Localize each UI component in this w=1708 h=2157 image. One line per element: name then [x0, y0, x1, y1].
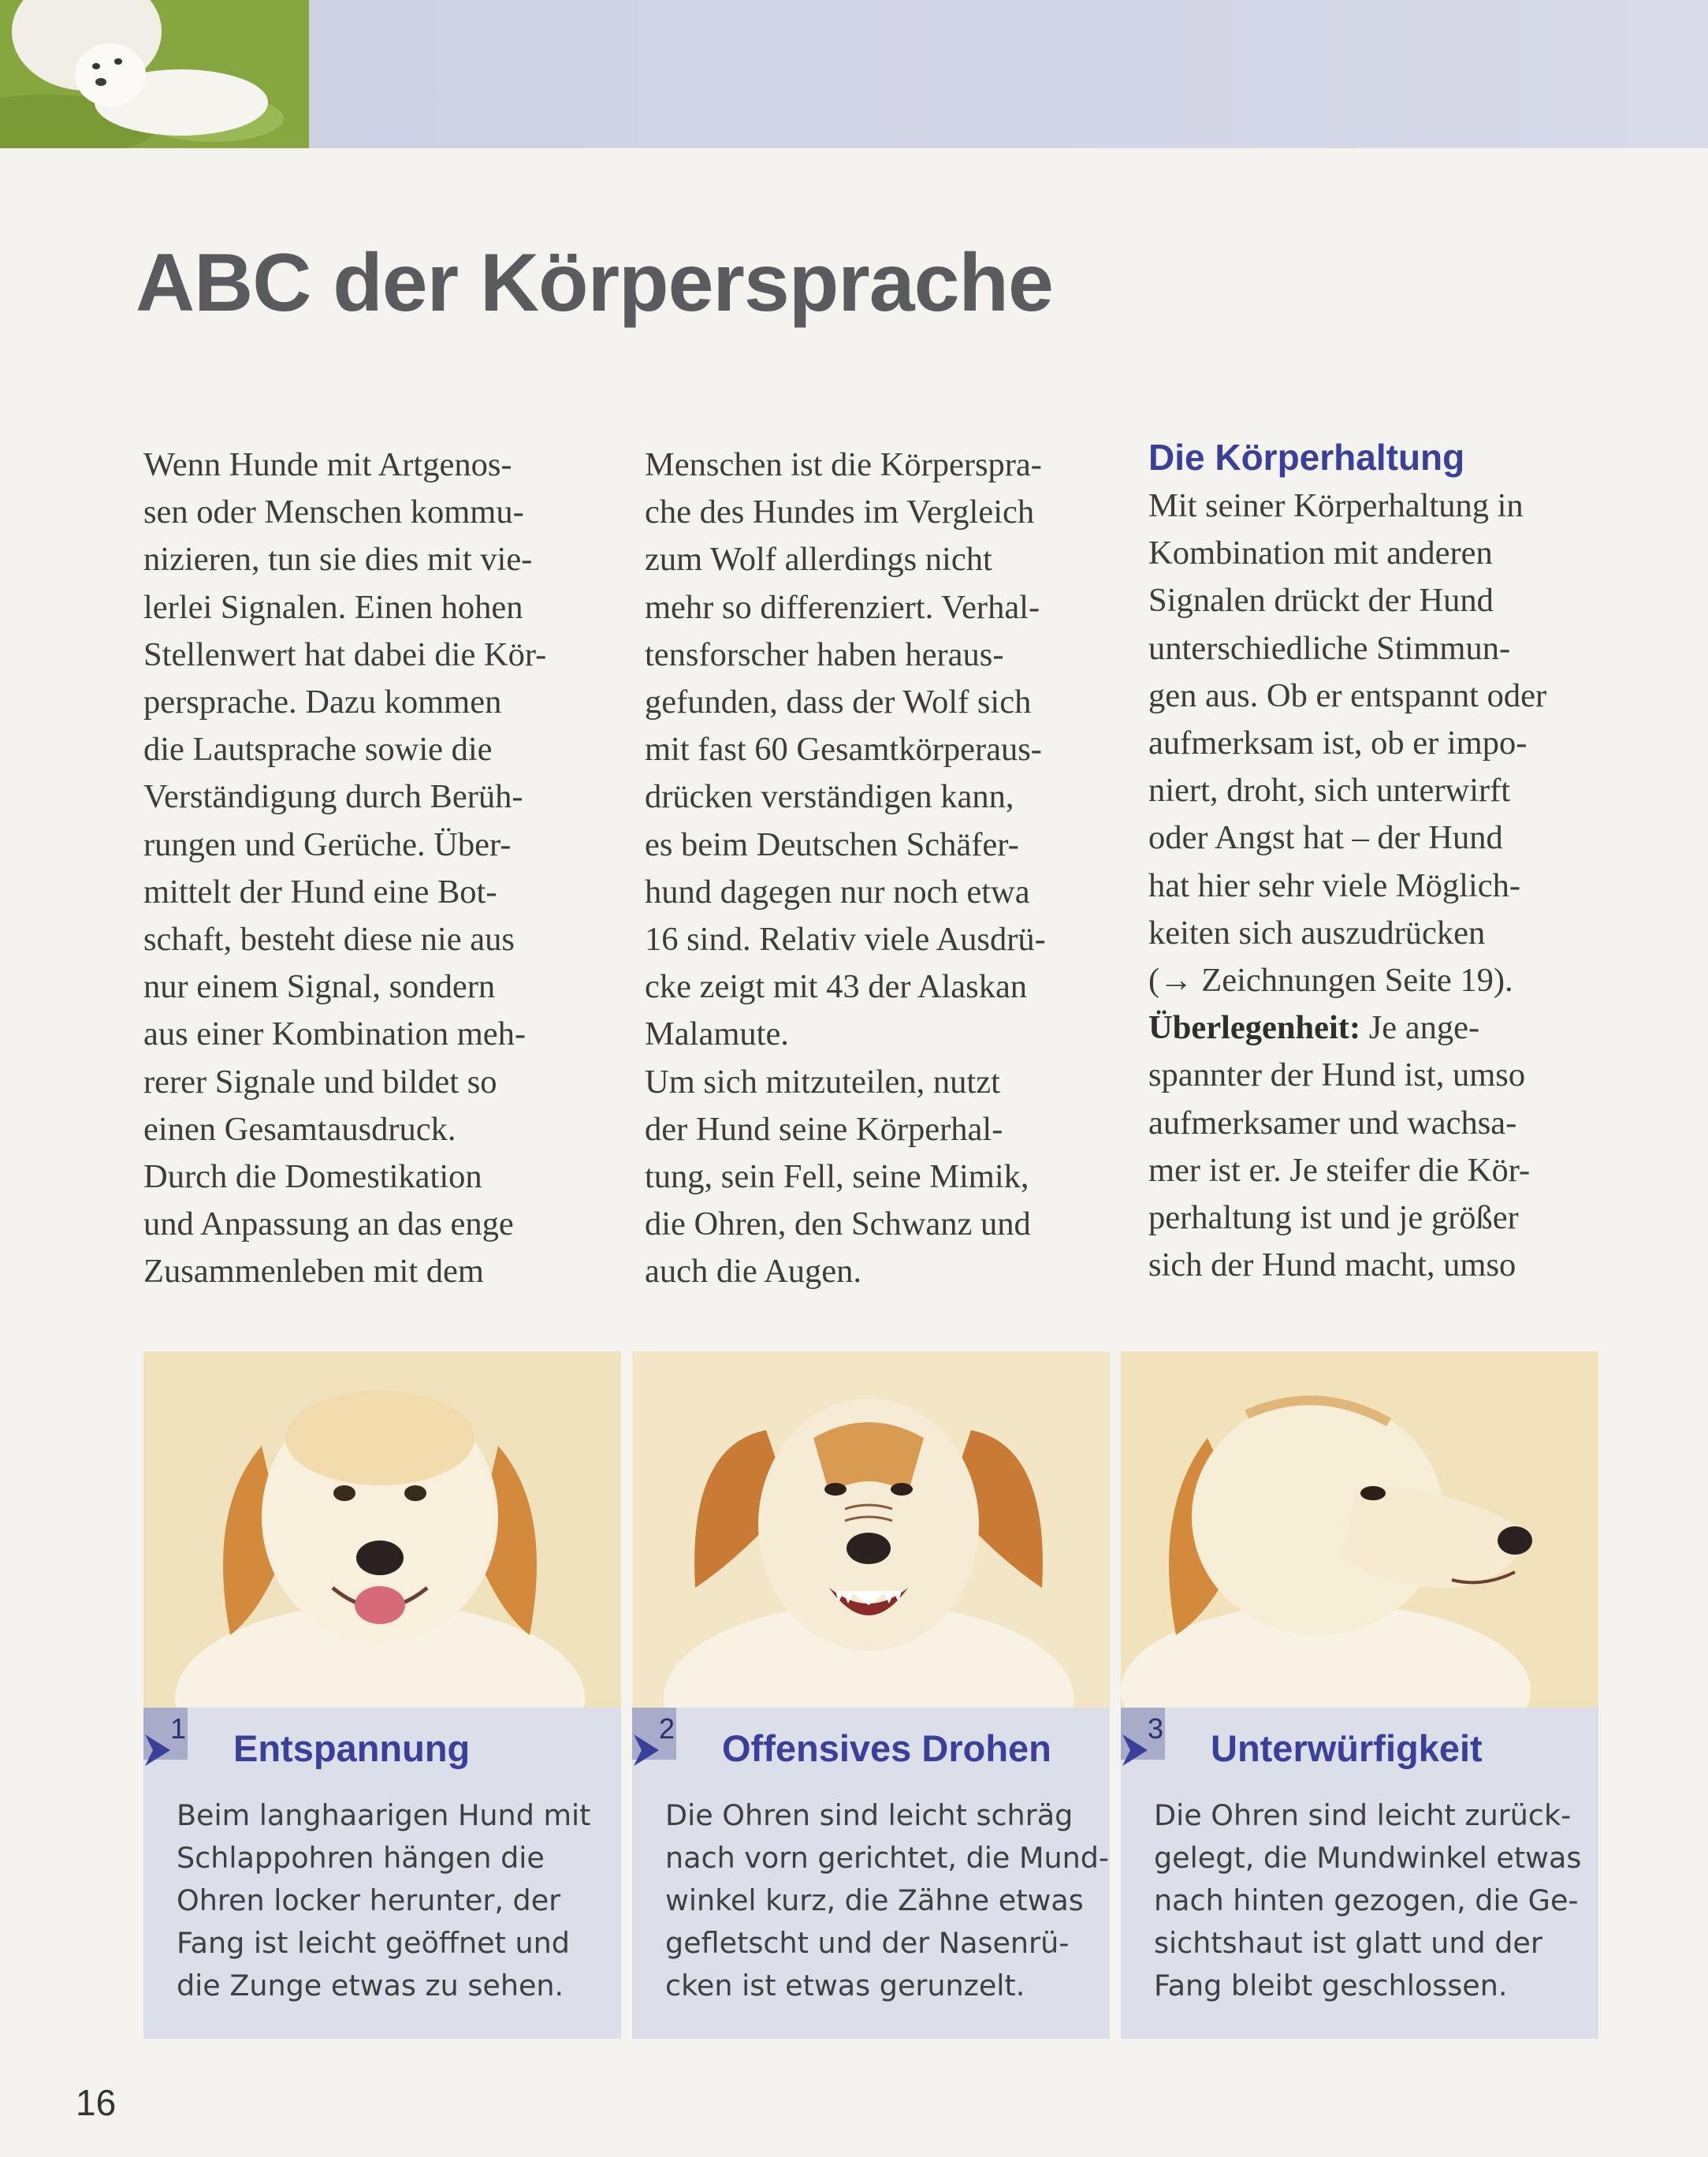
page-number: 16: [76, 2082, 117, 2123]
text-line: Malamute.: [645, 1015, 789, 1053]
text-line: aufmerksamer und wachsa-: [1148, 1104, 1517, 1142]
card-title: Unterwürfigkeit: [1211, 1727, 1483, 1769]
text-line: sichtshaut ist glatt und der: [1154, 1926, 1542, 1960]
card-title: Entspannung: [233, 1727, 471, 1769]
body-column-2: [645, 441, 1118, 1296]
text-line: winkel kurz, die Zähne etwas: [665, 1883, 1084, 1917]
text-line: mittelt der Hund eine Bot-: [143, 873, 497, 911]
dog-photo-illustration: [0, 0, 309, 148]
text-line: Die Ohren sind leicht schräg: [665, 1798, 1074, 1832]
text-line: nach hinten gezogen, die Ge-: [1154, 1883, 1579, 1917]
card-text: [1154, 1794, 1580, 2007]
text-line: nizieren, tun sie dies mit vie-: [143, 541, 533, 579]
text-line: sich der Hund macht, umso: [1148, 1246, 1516, 1284]
text-line: hund dagegen nur noch etwa: [645, 873, 1030, 911]
text-line: der Hund seine Körperhal-: [645, 1110, 1003, 1148]
text-line: perhaltung ist und je größer: [1148, 1199, 1519, 1237]
body-column-3: [1148, 434, 1637, 1289]
text-line: Verständigung durch Berüh-: [143, 778, 523, 816]
text-line: aus einer Kombination meh-: [143, 1015, 527, 1053]
text-line: Fang ist leicht geöffnet und: [177, 1926, 570, 1960]
card-unterwuerfigkeit: [1121, 1351, 1598, 2039]
chevron-right-icon: [143, 1731, 184, 1769]
text-line: es beim Deutschen Schäfer-: [645, 825, 1019, 863]
text-line: einen Gesamtausdruck.: [143, 1110, 456, 1148]
text-line: Zusammenleben mit dem: [143, 1253, 484, 1291]
text-line: che des Hundes im Vergleich: [645, 494, 1035, 531]
text-line: tung, sein Fell, seine Mimik,: [645, 1158, 1029, 1196]
text-line: rerer Signale und bildet so: [143, 1063, 497, 1101]
text-line: Stellenwert hat dabei die Kör-: [143, 635, 547, 673]
page-title: ABC der Körpersprache: [136, 237, 1053, 329]
card-number: 3: [1148, 1712, 1164, 1745]
text-line: cken ist etwas gerunzelt.: [665, 1969, 1025, 2002]
chevron-right-icon: [1121, 1731, 1162, 1769]
text-fragment: Je ange-: [1360, 1009, 1480, 1047]
text-line: und Anpassung an das enge: [143, 1205, 514, 1243]
body-column-1: [143, 441, 616, 1296]
caption-box: [632, 1708, 1110, 2039]
card-title: Offensives Drohen: [722, 1727, 1051, 1769]
text-line: nach vorn gerichtet, die Mund-: [665, 1841, 1110, 1875]
text-line: [1148, 1004, 1637, 1052]
text-line: die Lautsprache sowie die: [143, 731, 493, 769]
text-line: spannter der Hund ist, umso: [1148, 1056, 1526, 1094]
dog-illustration-relaxed: [143, 1351, 621, 1708]
caption-box: [143, 1708, 621, 2039]
text-line: Menschen ist die Körperspra-: [645, 446, 1042, 483]
text-line: nur einem Signal, sondern: [143, 968, 496, 1006]
card-text: [177, 1794, 602, 2007]
text-line: die Zunge etwas zu sehen.: [177, 1969, 564, 2002]
text-line: schaft, besteht diese nie aus: [143, 921, 515, 959]
section-heading: Die Körperhaltung: [1148, 437, 1465, 478]
card-offensives-drohen: [632, 1351, 1110, 2039]
text-line: gefletscht und der Nasenrü-: [665, 1926, 1070, 1960]
text-line: niert, droht, sich unterwirft: [1148, 772, 1511, 810]
text-line: 16 sind. Relativ viele Ausdrü-: [645, 921, 1046, 959]
text-line: Signalen drückt der Hund: [1148, 582, 1494, 620]
card-text: [665, 1794, 1110, 2007]
text-line: die Ohren, den Schwanz und: [645, 1205, 1031, 1243]
text-line: Fang bleibt geschlossen.: [1154, 1969, 1508, 2002]
text-line: Ohren locker herunter, der: [177, 1883, 561, 1917]
text-line: sen oder Menschen kommu-: [143, 494, 524, 531]
text-line: Durch die Domestikation: [143, 1158, 482, 1196]
dog-illustration-submissive: [1121, 1351, 1598, 1708]
text-line: mer ist er. Je steifer die Kör-: [1148, 1151, 1531, 1189]
text-line: Die Ohren sind leicht zurück-: [1154, 1798, 1572, 1832]
text-line: rungen und Gerüche. Über-: [143, 825, 512, 863]
text-line: Beim langhaarigen Hund mit: [177, 1798, 591, 1832]
text-line: Wenn Hunde mit Artgenos-: [143, 446, 512, 483]
text-line: mit fast 60 Gesamtkörperaus-: [645, 731, 1042, 769]
text-line: mehr so differenziert. Verhal-: [645, 588, 1040, 626]
text-line: Kombination mit anderen: [1148, 535, 1493, 572]
dog-illustration-threatening: [632, 1351, 1110, 1708]
text-line: lerlei Signalen. Einen hohen: [143, 588, 523, 626]
card-number: 2: [659, 1712, 675, 1745]
caption-box: [1121, 1708, 1598, 2039]
text-line: auch die Augen.: [645, 1253, 861, 1291]
card-number: 1: [170, 1712, 187, 1745]
bold-lead-term: Überlegenheit:: [1148, 1009, 1361, 1047]
card-entspannung: [143, 1351, 621, 2039]
text-line: cke zeigt mit 43 der Alaskan: [645, 968, 1028, 1006]
text-line: gefunden, dass der Wolf sich: [645, 684, 1032, 721]
text-line: unterschiedliche Stimmun-: [1148, 629, 1511, 667]
text-line: persprache. Dazu kommen: [143, 684, 502, 721]
text-line: (→ Zeichnungen Seite 19).: [1148, 962, 1513, 1000]
text-line: hat hier sehr viele Möglich-: [1148, 866, 1521, 904]
text-line: aufmerksam ist, ob er impo-: [1148, 725, 1528, 762]
text-line: oder Angst hat – der Hund: [1148, 819, 1503, 857]
text-line: zum Wolf allerdings nicht: [645, 541, 992, 579]
text-line: Um sich mitzuteilen, nutzt: [645, 1063, 1000, 1101]
text-line: Schlappohren hängen die: [177, 1841, 545, 1875]
text-line: gelegt, die Mundwinkel etwas: [1154, 1841, 1582, 1875]
header-photo: [0, 0, 309, 148]
text-line: drücken verständigen kann,: [645, 778, 1014, 816]
text-line: Mit seiner Körperhaltung in: [1148, 487, 1524, 524]
text-line: tensforscher haben heraus-: [645, 635, 1004, 673]
text-line: keiten sich auszudrücken: [1148, 914, 1486, 952]
text-line: gen aus. Ob er entspannt oder: [1148, 676, 1547, 714]
chevron-right-icon: [632, 1731, 673, 1769]
